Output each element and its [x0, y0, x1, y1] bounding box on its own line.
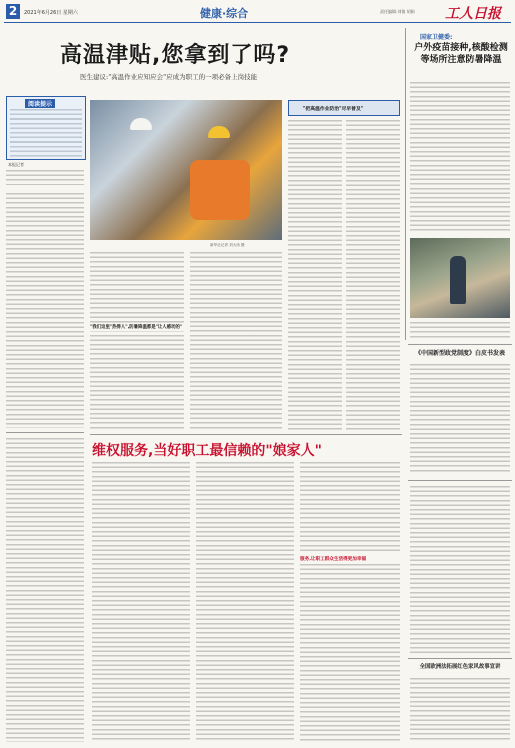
reading-note-text: [10, 109, 82, 157]
main-photo: [90, 100, 282, 240]
bottom-text-col-1: [92, 462, 190, 742]
right-article-label: 国家卫健委:: [420, 34, 453, 41]
right-lower-divider: [408, 480, 512, 481]
page-number: 2: [8, 4, 18, 18]
white-paper-headline: 《中国新型政党制度》白皮书发表: [414, 350, 505, 357]
left-column-text: [6, 170, 84, 428]
bottom-headline: 维权服务,当好职工最信赖的"娘家人": [92, 443, 322, 459]
right-section-divider: [408, 344, 512, 345]
right-main-column-1: [288, 120, 342, 430]
issue-date: 2021年6月26日 星期六: [24, 10, 78, 16]
paper-name-logo: 工人日报: [445, 6, 501, 22]
left-lower-text: [6, 438, 84, 742]
worker-shirt: [190, 160, 250, 220]
main-photo-caption: 新华社记者 刘大伟 摄: [210, 243, 245, 247]
main-headline: 高温津贴,您拿到了吗?: [60, 43, 291, 68]
police-figure: [450, 256, 466, 304]
center-column-2: [190, 252, 282, 430]
inner-subhead: "把高温作业防治"尽早普及": [303, 107, 364, 112]
center-column-1: [90, 252, 184, 430]
bottom-text-col-3: [300, 462, 400, 552]
masthead-rule: [4, 22, 511, 23]
side-byline: 本报记者: [8, 162, 24, 167]
worker-helmet-2: [208, 126, 230, 138]
right-article-text: [410, 82, 510, 232]
white-paper-text: [410, 364, 510, 474]
family-story-headline: 全国欧洲法拓展红色家风故事宣讲: [419, 664, 501, 670]
page-number-box: [6, 4, 20, 19]
masthead: [0, 0, 515, 24]
worker-helmet-1: [130, 118, 152, 130]
right-article-title: 户外疫苗接种,核酸检测等场所注意防暑降温: [414, 43, 508, 65]
column-divider: [405, 28, 406, 340]
editor-credit: 责任编辑:刘倩 胡娟: [380, 9, 415, 14]
section-divider: [90, 434, 402, 435]
left-lower-divider: [6, 432, 84, 433]
main-subtitle: 医生建议:"高温作业应知应会"应成为职工的一项必备上岗技能: [80, 73, 258, 81]
bottom-subhead: 服务,让职工群众生活得更加幸福: [300, 556, 400, 562]
right-lower-text-2: [410, 486, 510, 654]
right-main-column-2: [346, 120, 400, 430]
inner-subhead-box: [288, 100, 400, 116]
right-photo-caption: [410, 322, 510, 340]
section-title: 健康·综合: [200, 7, 249, 20]
reading-note-label: 阅读提示: [25, 99, 55, 108]
left-subhead: [6, 185, 84, 190]
reading-note-box: [6, 96, 86, 160]
right-bottom-divider: [408, 658, 512, 659]
right-article-photo: [410, 238, 510, 318]
subhead-heat: "我们这里"热得人",防暑降温都是"让人感动的": [90, 325, 183, 330]
family-story-text: [410, 678, 510, 742]
bottom-text-col-2: [196, 462, 294, 742]
bottom-text-col-3b: [300, 564, 400, 742]
